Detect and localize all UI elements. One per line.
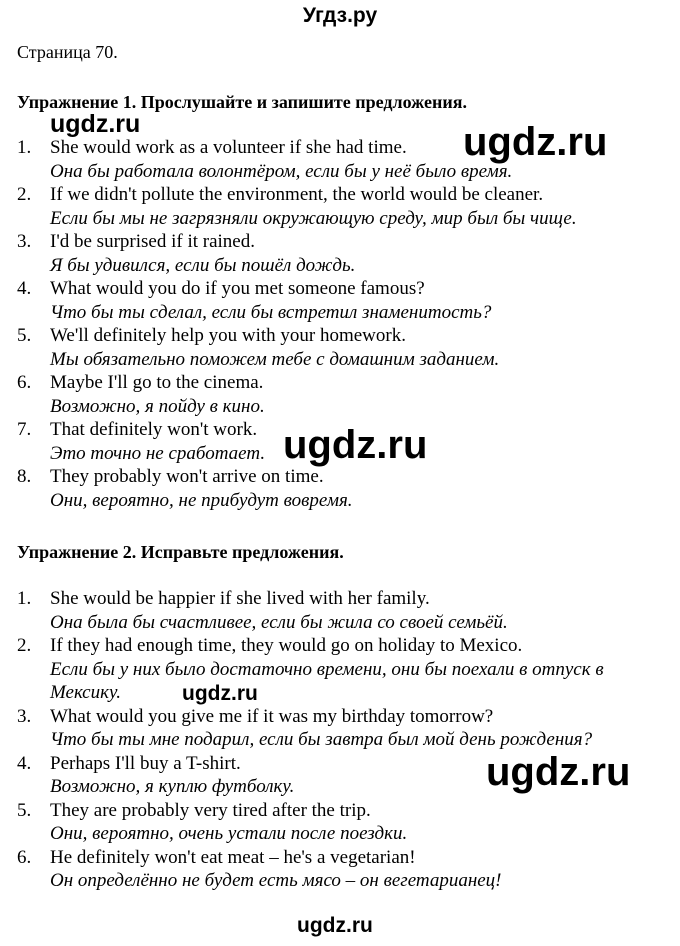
watermark: ugdz.ru [182,682,258,705]
watermark: ugdz.ru [283,423,428,467]
english-sentence: I'd be surprised if it rained. [50,231,255,252]
english-sentence: What would you do if you met someone famous? [50,278,425,299]
english-sentence: They probably won't arrive on time. [50,466,324,487]
exercise-1-title: Упражнение 1. Прослушайте и запишите предложения. [17,92,467,112]
english-sentence: We'll definitely help you with your homework. [50,325,406,346]
russian-translation: Она была бы счастливее, если бы жила со своей семьёй. [50,611,508,633]
item-number: 6. [17,372,32,393]
russian-translation: Они, вероятно, не прибудут вовремя. [50,489,353,511]
list-item [17,230,577,277]
item-number: 2. [17,184,32,205]
russian-translation: Это точно не сработает. [50,442,266,464]
list-item [17,705,660,752]
item-number: 3. [17,705,32,727]
list-item [17,634,660,705]
list-item [17,799,660,846]
list-item [17,587,660,634]
item-number: 7. [17,419,32,440]
russian-translation: Мы обязательно поможем тебе с домашним заданием. [50,348,500,370]
english-sentence: If they had enough time, they would go on holiday to Mexico. [50,635,523,656]
list-item [17,371,577,418]
list-item [17,277,577,324]
watermark: ugdz.ru [486,750,631,794]
site-header: Угдз.ру [302,4,378,27]
watermark: ugdz.ru [463,120,608,164]
item-number: 8. [17,466,32,487]
russian-translation: Она бы работала волонтёром, если бы у неё было время. [50,160,513,182]
item-number: 1. [17,588,32,609]
english-sentence: She would be happier if she lived with her family. [50,588,430,609]
item-number: 1. [17,137,32,158]
russian-translation: Что бы ты мне подарил, если бы завтра был мой день рождения? [50,729,593,750]
item-number: 5. [17,799,32,821]
watermark: ugdz.ru [297,914,373,937]
russian-translation: Он определённо не будет есть мясо – он вегетарианец! [50,870,502,891]
russian-translation: Если бы мы не загрязняли окружающую среду, мир был бы чище. [50,207,577,229]
russian-translation: Что бы ты сделал, если бы встретил знаменитость? [50,301,492,323]
page-number: Страница 70. [17,42,118,62]
list-item [17,846,660,893]
item-number: 5. [17,325,32,346]
english-sentence: Maybe I'll go to the cinema. [50,372,264,393]
english-sentence: They are probably very tired after the trip. [50,799,371,821]
list-item [17,465,577,512]
english-sentence: He definitely won't eat meat – he's a vegetarian! [50,846,416,868]
item-number: 4. [17,752,32,774]
russian-translation: Если бы у них было достаточно времени, они бы поехали в отпуск в Мексику. [50,658,604,703]
english-sentence: Perhaps I'll buy a T-shirt. [50,752,241,774]
russian-translation: Возможно, я пойду в кино. [50,395,265,417]
russian-translation: Возможно, я куплю футболку. [50,776,295,797]
russian-translation: Я бы удивился, если бы пошёл дождь. [50,254,356,276]
exercise-2-list [17,587,660,893]
list-item [17,324,577,371]
english-sentence: If we didn't pollute the environment, the world would be cleaner. [50,184,544,205]
english-sentence: She would work as a volunteer if she had time. [50,137,407,158]
item-number: 6. [17,846,32,868]
item-number: 2. [17,635,32,656]
item-number: 3. [17,231,32,252]
english-sentence: What would you give me if it was my birthday tomorrow? [50,705,494,727]
list-item [17,183,577,230]
english-sentence: That definitely won't work. [50,419,258,440]
russian-translation: Они, вероятно, очень устали после поездки. [50,823,408,844]
watermark: ugdz.ru [50,110,141,138]
exercise-2-title: Упражнение 2. Исправьте предложения. [17,542,344,562]
item-number: 4. [17,278,32,299]
